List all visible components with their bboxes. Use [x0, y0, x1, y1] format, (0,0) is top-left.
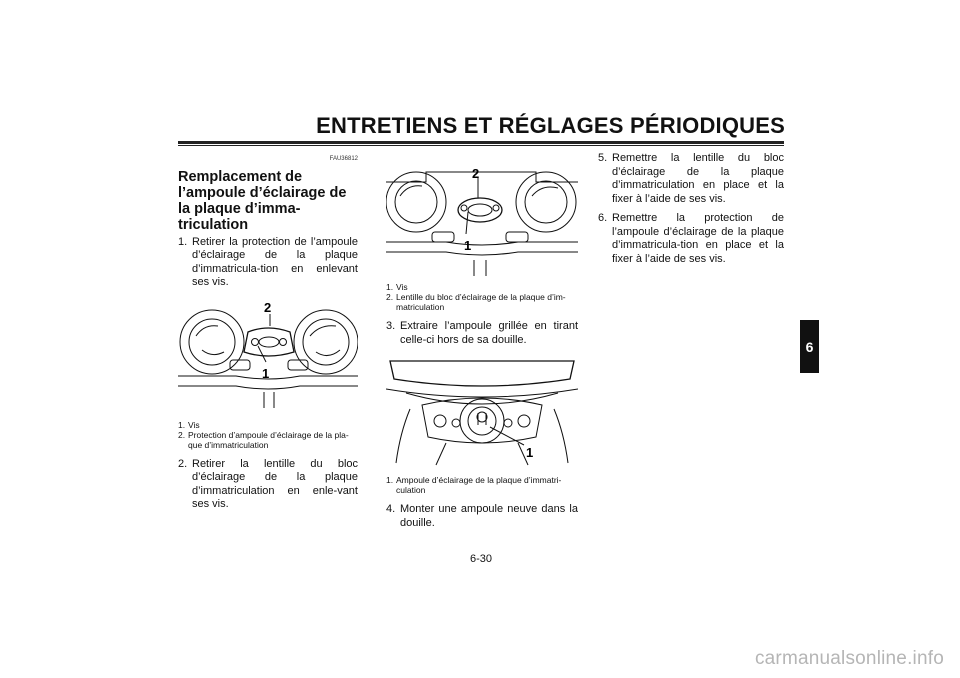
- step-1: [178, 236, 358, 290]
- caption-number: 1.: [386, 475, 394, 485]
- step-text: Remettre la protection de l’ampoule d’éclairage de la plaque d’immatricula-tion en place et la fixer à l’aide de ses vis.: [612, 212, 784, 265]
- step-number: 3.: [386, 320, 396, 332]
- step-3: [386, 320, 578, 347]
- step-text: Extraire l’ampoule grillée en tirant celle-ci hors de sa douille.: [400, 320, 578, 346]
- step-5: [598, 152, 784, 206]
- figure-bulb-extraction: [386, 353, 578, 473]
- step-number: 5.: [598, 152, 608, 164]
- reference-code: FAU36812: [329, 156, 358, 162]
- step-4: [386, 503, 578, 530]
- figure-caption: [386, 282, 578, 312]
- figure-lens-removal: [386, 152, 578, 280]
- page-number: 6-30: [470, 553, 493, 565]
- step-number: 1.: [178, 235, 188, 248]
- step-text: Remettre la lentille du bloc d’éclairage de la plaque d’immatriculation en place et la fixer à l’aide de ses vis.: [612, 152, 784, 205]
- watermark-link[interactable]: carmanualsonline.info: [754, 648, 944, 669]
- figure-caption: [386, 475, 578, 495]
- caption-text: Ampoule d’éclairage de la plaque d’immatri-culation: [396, 475, 562, 495]
- step-text: Monter une ampoule neuve dans la douille.: [400, 503, 578, 529]
- caption-text: Vis: [396, 282, 408, 292]
- callout-1: 1: [464, 238, 472, 253]
- figure-protection-removal: [178, 296, 358, 418]
- caption-text: Protection d’ampoule d’éclairage de la pla-que d’immatriculation: [188, 429, 349, 450]
- step-text: Retirer la protection de l’ampoule d’éclairage de la plaque d’immatricula-tion en enlevant ses vis.: [192, 235, 358, 288]
- callout-2: 2: [264, 299, 272, 315]
- right-column: [598, 152, 784, 272]
- step-text: Retirer la lentille du bloc d’éclairage de la plaque d’immatriculation en enle-vant ses vis.: [192, 457, 358, 510]
- caption-number: 2.: [178, 429, 186, 440]
- left-column: [178, 153, 358, 518]
- callout-1: 1: [526, 445, 534, 460]
- caption-number: 2.: [386, 292, 394, 302]
- page-header-title: ENTRETIENS ET RÉGLAGES PÉRIODIQUES: [316, 113, 785, 138]
- step-2: [178, 458, 358, 512]
- step-number: 2.: [178, 457, 188, 470]
- chapter-tab: 6: [800, 320, 819, 373]
- step-number: 4.: [386, 503, 396, 515]
- caption-number: 1.: [386, 282, 394, 292]
- middle-column: [386, 152, 578, 536]
- figure-caption: [178, 420, 358, 450]
- step-6: [598, 212, 784, 266]
- caption-text: Lentille du bloc d’éclairage de la plaque d’im-matriculation: [396, 292, 566, 312]
- callout-1: 1: [262, 365, 270, 381]
- section-title: Remplacement de l’ampoule d’éclairage de la plaque d’imma-triculation: [178, 168, 347, 233]
- header-rule-thin: [178, 145, 784, 146]
- caption-number: 1.: [178, 419, 186, 430]
- caption-text: Vis: [188, 419, 200, 430]
- header-rule: [178, 141, 784, 144]
- callout-2: 2: [472, 166, 480, 181]
- step-number: 6.: [598, 212, 608, 224]
